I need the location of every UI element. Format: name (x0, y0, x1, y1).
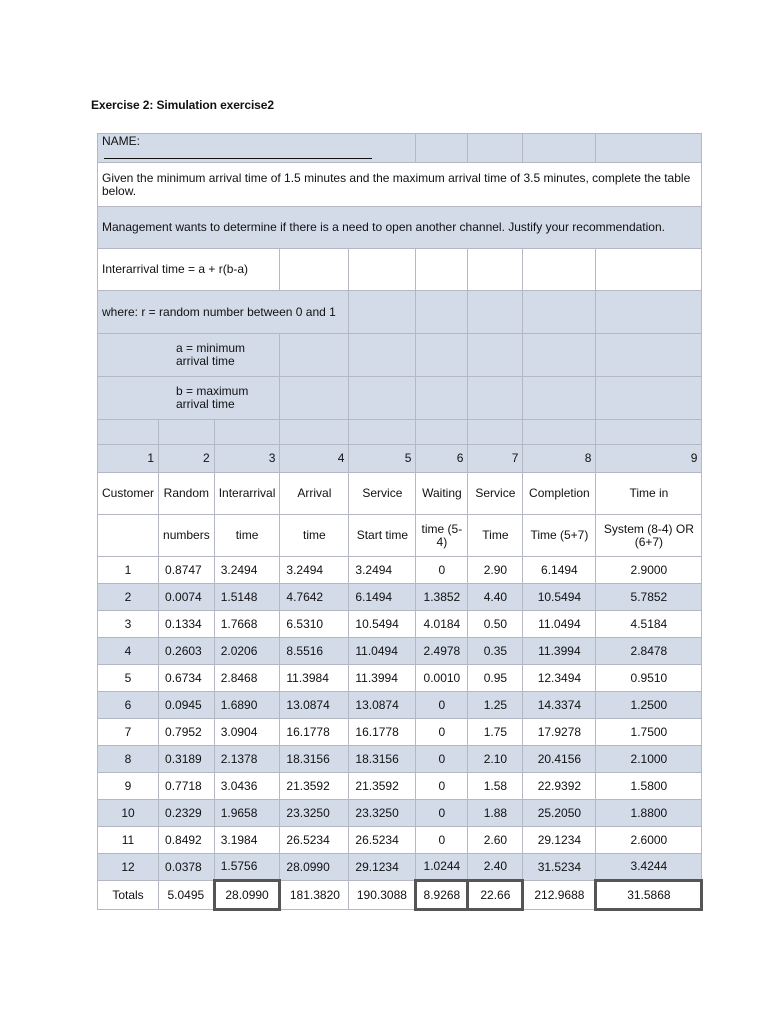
customer-number: 3 (98, 611, 159, 638)
table-cell: 0.3189 (159, 746, 215, 773)
table-cell: 4.5184 (596, 611, 702, 638)
name-label: NAME: (102, 133, 141, 148)
table-row (98, 665, 702, 692)
name-cell[interactable] (98, 134, 416, 163)
table-row (98, 854, 702, 881)
table-cell: 13.0874 (349, 692, 416, 719)
table-cell: 1.5800 (596, 773, 702, 800)
table-row (98, 719, 702, 746)
column-number: 9 (596, 445, 702, 473)
column-header: Service (468, 473, 523, 515)
table-cell: 1.6890 (214, 692, 280, 719)
table-cell: 1.9658 (214, 800, 280, 827)
page-title: Exercise 2: Simulation exercise2 (91, 98, 274, 112)
table-cell: 2.0206 (214, 638, 280, 665)
customer-number: 2 (98, 584, 159, 611)
table-cell: 0 (416, 773, 468, 800)
column-subheader: Time (5+7) (523, 515, 596, 557)
name-row (98, 134, 702, 163)
a-definition: a = minimum arrival time (98, 334, 280, 377)
total-cell: 212.9688 (523, 881, 596, 910)
table-row (98, 611, 702, 638)
table-cell: 0.8492 (159, 827, 215, 854)
column-number: 3 (214, 445, 280, 473)
table-cell: 11.3994 (349, 665, 416, 692)
table-cell: 3.0904 (214, 719, 280, 746)
table-cell: 31.5234 (523, 854, 596, 881)
table-cell: 14.3374 (523, 692, 596, 719)
table-cell: 0 (416, 557, 468, 584)
header-row-bottom (98, 515, 702, 557)
table-cell: 13.0874 (280, 692, 349, 719)
customer-number: 5 (98, 665, 159, 692)
totals-row (98, 881, 702, 910)
table-cell: 1.2500 (596, 692, 702, 719)
customer-number: 1 (98, 557, 159, 584)
table-cell: 2.8468 (214, 665, 280, 692)
table-cell: 1.58 (468, 773, 523, 800)
column-number: 6 (416, 445, 468, 473)
column-number: 7 (468, 445, 523, 473)
totals-label: Totals (98, 881, 159, 910)
table-cell: 0.1334 (159, 611, 215, 638)
table-cell: 1.75 (468, 719, 523, 746)
customer-number: 7 (98, 719, 159, 746)
total-cell: 22.66 (468, 881, 523, 910)
table-cell: 1.7500 (596, 719, 702, 746)
table-cell: 6.1494 (349, 584, 416, 611)
table-cell: 11.3994 (523, 638, 596, 665)
instruction-management-row (98, 207, 702, 249)
column-number: 8 (523, 445, 596, 473)
column-subheader: time (280, 515, 349, 557)
table-cell: 25.2050 (523, 800, 596, 827)
customer-number: 12 (98, 854, 159, 881)
customer-number: 4 (98, 638, 159, 665)
table-cell: 1.5148 (214, 584, 280, 611)
instruction-management: Management wants to determine if there is a need to open another channel. Justify your recommendation. (98, 207, 702, 249)
table-cell: 1.88 (468, 800, 523, 827)
column-header: Time in (596, 473, 702, 515)
total-cell: 31.5868 (596, 881, 702, 910)
table-cell: 0 (416, 827, 468, 854)
where-text: where: r = random number between 0 and 1 (98, 291, 349, 334)
table-cell: 3.2494 (214, 557, 280, 584)
instruction-given: Given the minimum arrival time of 1.5 minutes and the maximum arrival time of 3.5 minutes, complete the table below. (98, 163, 702, 207)
table-cell: 4.40 (468, 584, 523, 611)
table-cell: 0.9510 (596, 665, 702, 692)
table-cell: 1.3852 (416, 584, 468, 611)
table-cell: 0.6734 (159, 665, 215, 692)
table-row (98, 692, 702, 719)
table-cell: 10.5494 (349, 611, 416, 638)
table-cell: 1.0244 (416, 854, 468, 881)
table-cell: 2.10 (468, 746, 523, 773)
column-number: 2 (159, 445, 215, 473)
table-cell: 0.0074 (159, 584, 215, 611)
column-header: Waiting (416, 473, 468, 515)
table-cell: 11.0494 (349, 638, 416, 665)
table-cell: 4.7642 (280, 584, 349, 611)
column-subheader: Time (468, 515, 523, 557)
table-cell: 3.4244 (596, 854, 702, 881)
table-cell: 8.5516 (280, 638, 349, 665)
table-cell: 18.3156 (349, 746, 416, 773)
column-number-row (98, 445, 702, 473)
table-cell: 1.8800 (596, 800, 702, 827)
simulation-table (97, 133, 703, 911)
table-cell: 0 (416, 719, 468, 746)
table-cell: 0 (416, 746, 468, 773)
table-cell: 2.6000 (596, 827, 702, 854)
table-cell: 16.1778 (349, 719, 416, 746)
customer-number: 9 (98, 773, 159, 800)
table-cell: 6.1494 (523, 557, 596, 584)
table-cell: 0.8747 (159, 557, 215, 584)
formula-row (98, 249, 702, 291)
table-cell: 11.3984 (280, 665, 349, 692)
spacer-row (98, 420, 702, 445)
column-number: 5 (349, 445, 416, 473)
table-cell: 0.7718 (159, 773, 215, 800)
table-row (98, 584, 702, 611)
table-cell: 0.0010 (416, 665, 468, 692)
table-row (98, 557, 702, 584)
table-cell: 0.0945 (159, 692, 215, 719)
header-row-top (98, 473, 702, 515)
table-cell: 2.8478 (596, 638, 702, 665)
table-cell: 26.5234 (349, 827, 416, 854)
table-cell: 2.4978 (416, 638, 468, 665)
table-cell: 28.0990 (280, 854, 349, 881)
table-cell: 3.2494 (349, 557, 416, 584)
table-cell: 2.90 (468, 557, 523, 584)
table-cell: 18.3156 (280, 746, 349, 773)
data-rows (98, 557, 702, 881)
table-cell: 0.35 (468, 638, 523, 665)
table-cell: 22.9392 (523, 773, 596, 800)
table-cell: 0.50 (468, 611, 523, 638)
table-cell: 11.0494 (523, 611, 596, 638)
column-header: Service (349, 473, 416, 515)
table-cell: 16.1778 (280, 719, 349, 746)
table-cell: 3.0436 (214, 773, 280, 800)
table-cell: 21.3592 (349, 773, 416, 800)
table-cell: 0.0378 (159, 854, 215, 881)
table-cell: 0.2603 (159, 638, 215, 665)
b-definition-row (98, 377, 702, 420)
column-header: Customer (98, 473, 159, 515)
column-header: Arrival (280, 473, 349, 515)
total-cell: 5.0495 (159, 881, 215, 910)
table-cell: 2.60 (468, 827, 523, 854)
column-subheader (98, 515, 159, 557)
instruction-given-row (98, 163, 702, 207)
customer-number: 6 (98, 692, 159, 719)
column-header: Random (159, 473, 215, 515)
b-definition: b = maximum arrival time (98, 377, 280, 420)
customer-number: 11 (98, 827, 159, 854)
table-cell: 3.1984 (214, 827, 280, 854)
table-cell: 29.1234 (349, 854, 416, 881)
column-header: Interarrival (214, 473, 280, 515)
table-cell: 10.5494 (523, 584, 596, 611)
table-row (98, 638, 702, 665)
table-cell: 0.2329 (159, 800, 215, 827)
column-subheader: time (5-4) (416, 515, 468, 557)
column-number: 4 (280, 445, 349, 473)
table-cell: 2.9000 (596, 557, 702, 584)
where-row (98, 291, 702, 334)
table-cell: 23.3250 (349, 800, 416, 827)
table-cell: 12.3494 (523, 665, 596, 692)
column-subheader: time (214, 515, 280, 557)
table-cell: 23.3250 (280, 800, 349, 827)
table-cell: 2.40 (468, 854, 523, 881)
table-cell: 1.5756 (214, 854, 280, 881)
column-subheader: System (8-4) OR (6+7) (596, 515, 702, 557)
table-cell: 0 (416, 692, 468, 719)
table-cell: 21.3592 (280, 773, 349, 800)
column-header: Completion (523, 473, 596, 515)
total-cell: 181.3820 (280, 881, 349, 910)
table-cell: 20.4156 (523, 746, 596, 773)
table-cell: 6.5310 (280, 611, 349, 638)
table-cell: 26.5234 (280, 827, 349, 854)
table-cell: 4.0184 (416, 611, 468, 638)
table-cell: 1.25 (468, 692, 523, 719)
table-cell: 2.1000 (596, 746, 702, 773)
column-subheader: numbers (159, 515, 215, 557)
table-cell: 1.7668 (214, 611, 280, 638)
customer-number: 8 (98, 746, 159, 773)
table-cell: 2.1378 (214, 746, 280, 773)
table-row (98, 773, 702, 800)
table-cell: 0.95 (468, 665, 523, 692)
column-number: 1 (98, 445, 159, 473)
a-definition-row (98, 334, 702, 377)
table-cell: 0.7952 (159, 719, 215, 746)
table-row (98, 827, 702, 854)
total-cell: 8.9268 (416, 881, 468, 910)
table-cell: 17.9278 (523, 719, 596, 746)
name-underline (104, 148, 372, 159)
total-cell: 28.0990 (214, 881, 280, 910)
table-cell: 5.7852 (596, 584, 702, 611)
formula-text: Interarrival time = a + r(b-a) (98, 249, 280, 291)
table-cell: 29.1234 (523, 827, 596, 854)
table-row (98, 800, 702, 827)
column-subheader: Start time (349, 515, 416, 557)
customer-number: 10 (98, 800, 159, 827)
total-cell: 190.3088 (349, 881, 416, 910)
table-row (98, 746, 702, 773)
table-cell: 0 (416, 800, 468, 827)
table-cell: 3.2494 (280, 557, 349, 584)
